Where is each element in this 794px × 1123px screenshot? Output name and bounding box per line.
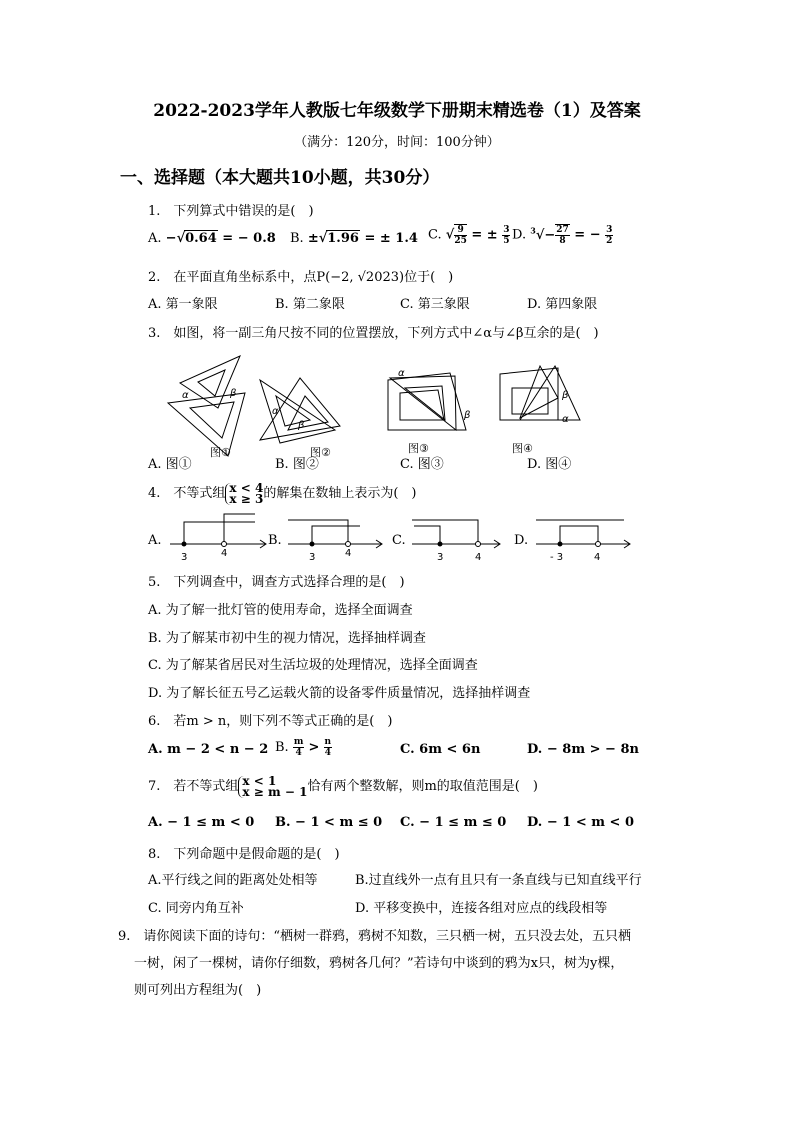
qc-tick3: 3	[437, 552, 444, 563]
fig4-label: 图④	[512, 442, 533, 455]
q1-c: C. √ $\frac{9}{25}$ = ± $\frac{3}{5}$	[428, 224, 510, 246]
q7-option-a: A. − 1 ≤ m < 0	[148, 815, 255, 830]
q6-b-label: B.	[275, 740, 289, 755]
exam-info: （满分：120分，时间：100分钟）	[294, 135, 500, 150]
q2-option-b: B. 第二象限	[275, 297, 345, 312]
q2-stem: 2. 在平面直角坐标系中，点P(−2, √2023)位于( )	[148, 270, 454, 285]
q6-b-num1: m	[293, 737, 304, 747]
q3-option-b: B. 图②	[275, 457, 319, 472]
q7-option-b: B. − 1 < m ≤ 0	[275, 815, 383, 830]
fig3-label: 图③	[408, 442, 429, 455]
q4-number-lines	[160, 512, 640, 564]
fig4-alpha: α	[562, 414, 569, 425]
q9-line3: 则可列出方程组为( )	[134, 983, 262, 998]
q6-stem: 6. 若m > n，则下列不等式正确的是( )	[148, 714, 393, 729]
fig2-beta: β	[298, 420, 305, 431]
q5-stem: 5. 下列调查中，调查方式选择合理的是( )	[148, 575, 405, 590]
q1-d: D. $^3$√− $\frac{27}{8}$ = − $\frac{3}{2}$	[512, 224, 613, 246]
q7-stem	[148, 775, 538, 798]
fig3-beta: β	[464, 410, 471, 421]
q4-option-c: C.	[392, 533, 406, 548]
q6-option-c: C. 6m < 6n	[400, 742, 481, 757]
q1-d-label: D.	[512, 227, 527, 243]
q4-option-a: A.	[148, 533, 162, 548]
q6-b-den1: 4	[295, 748, 302, 758]
qd-tick4: 4	[594, 552, 601, 563]
q5-option-d: D. 为了解长征五号乙运载火箭的设备零件质量情况，选择抽样调查	[148, 686, 531, 701]
q1-b	[290, 230, 418, 246]
page-title: 2022-2023学年人教版七年级数学下册期末精选卷（1）及答案	[153, 101, 641, 121]
q3-stem: 3. 如图，将一副三角尺按不同的位置摆放，下列方式中∠α与∠β互余的是( )	[148, 326, 599, 341]
q4-option-b: B.	[268, 533, 282, 548]
q1-stem: 1. 下列算式中错误的是( )	[148, 204, 314, 219]
fig1-beta: β	[230, 388, 237, 399]
q8-option-b: B.过直线外一点有且只有一条直线与已知直线平行	[355, 873, 642, 888]
q7-option-c: C. − 1 ≤ m ≤ 0	[400, 815, 507, 830]
fig2-alpha: α	[272, 406, 279, 417]
q5-option-b: B. 为了解某市初中生的视力情况，选择抽样调查	[148, 631, 426, 646]
q7-stem-post: 恰有两个整数解，则m的取值范围是( )	[307, 779, 538, 794]
q4-stem-post: 的解集在数轴上表示为( )	[263, 486, 417, 501]
qc-tick4: 4	[475, 552, 482, 563]
q1-options	[148, 230, 276, 246]
q6-b-op: >	[308, 740, 320, 755]
q3-figures	[160, 348, 630, 460]
fig3-alpha: α	[398, 368, 405, 379]
fig1-alpha: α	[182, 390, 189, 401]
qa-tick3: 3	[181, 552, 188, 563]
q7-system	[238, 773, 308, 799]
q8-stem: 8. 下列命题中是假命题的是( )	[148, 847, 340, 862]
q6-option-a: A. m − 2 < n − 2	[148, 742, 269, 757]
fig4-beta: β	[562, 390, 569, 401]
qd-tickm3: - 3	[550, 552, 564, 563]
q7-sys-line2: x ≥ m − 1	[242, 784, 308, 799]
qa-tick4: 4	[221, 548, 228, 559]
q6-b-den2: 4	[324, 748, 331, 758]
q4-stem-pre: 4. 不等式组	[148, 486, 226, 501]
q7-stem-pre: 7. 若不等式组	[148, 779, 239, 794]
section-heading: 一、选择题（本大题共10小题，共30分）	[120, 168, 440, 188]
qb-tick3: 3	[309, 552, 316, 563]
q5-option-c: C. 为了解某省居民对生活垃圾的处理情况，选择全面调查	[148, 658, 478, 673]
q1-b-label: B.	[290, 231, 304, 246]
q2-option-d: D. 第四象限	[527, 297, 598, 312]
q4-sys-line1: x < 4	[229, 480, 264, 495]
fig1-label: 图①	[210, 446, 231, 459]
q9-line1: 9. 请你阅读下面的诗句：“栖树一群鸦，鸦树不知数，三只栖一树，五只没去处，五只栖	[118, 929, 632, 944]
qb-tick4: 4	[345, 548, 352, 559]
q1-c-label: C.	[428, 227, 442, 243]
q4-stem	[148, 482, 416, 505]
q5-option-a: A. 为了解一批灯管的使用寿命，选择全面调查	[148, 603, 413, 618]
q6-option-b	[275, 737, 332, 758]
q3-option-c: C. 图③	[400, 457, 444, 472]
q8-option-d: D. 平移变换中，连接各组对应点的线段相等	[355, 901, 608, 916]
q4-system	[225, 480, 264, 506]
q1-a-label: A.	[148, 231, 162, 246]
q9-line2: 一树，闲了一棵树，请你仔细数，鸦树各几何？”若诗句中谈到的鸦为x只，树为y棵，	[134, 956, 624, 971]
q7-sys-line1: x < 1	[242, 773, 277, 788]
q4-sys-line2: x ≥ 3	[229, 491, 264, 506]
q2-option-a: A. 第一象限	[148, 297, 218, 312]
fig2-label: 图②	[310, 446, 331, 459]
q1-a-expr: −√0.64 = − 0.8	[165, 231, 276, 246]
q7-option-d: D. − 1 < m < 0	[527, 815, 635, 830]
q8-option-a: A.平行线之间的距离处处相等	[148, 873, 318, 888]
q6-option-d: D. − 8m > − 8n	[527, 742, 639, 757]
q8-option-c: C. 同旁内角互补	[148, 901, 244, 916]
q4-option-d: D.	[514, 533, 529, 548]
q3-option-a: A. 图①	[148, 457, 192, 472]
q6-b-num2: n	[324, 737, 332, 747]
q2-option-c: C. 第三象限	[400, 297, 470, 312]
q1-b-expr: ±√1.96 = ± 1.4	[307, 231, 418, 246]
q3-option-d: D. 图④	[527, 457, 572, 472]
